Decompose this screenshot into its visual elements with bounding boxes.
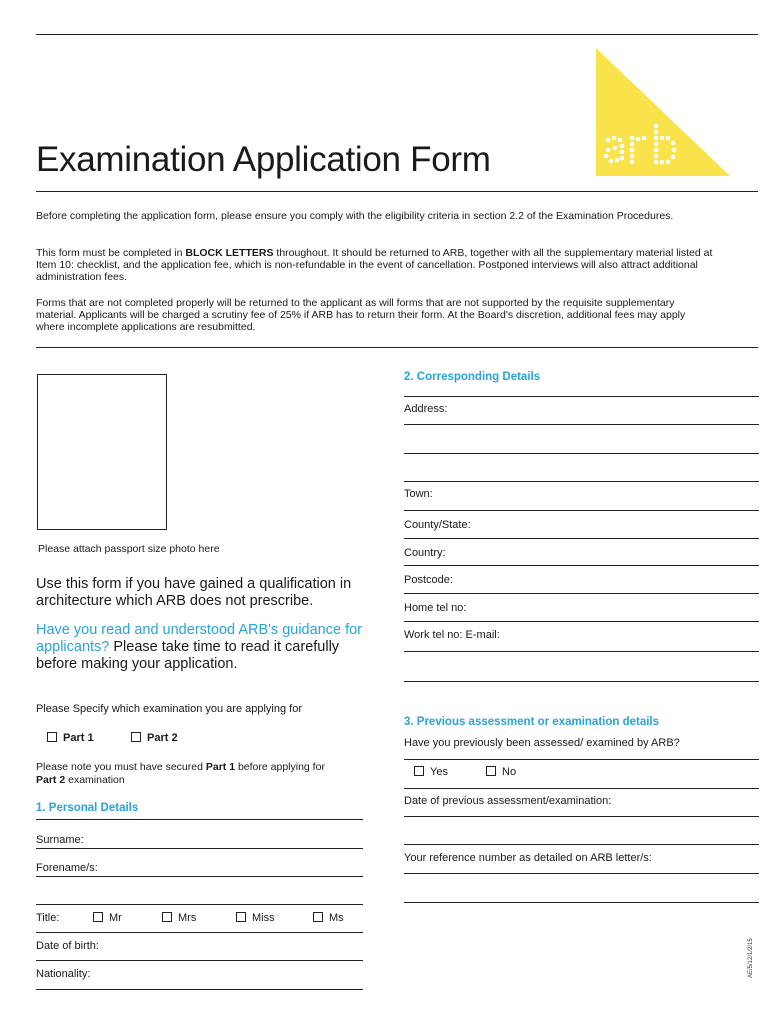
date-previous-label: Date of previous assessment/examination: — [404, 795, 612, 807]
part1-checkbox[interactable] — [47, 732, 57, 742]
title-field-rule — [36, 932, 363, 933]
title-mr-checkbox[interactable] — [93, 912, 103, 922]
title-rule — [36, 191, 758, 192]
intro-paragraph-1: Before completing the application form, please ensure you comply with the eligibility criteria in section 2.2 of the Examination Procedures. — [36, 210, 674, 222]
guidance-link[interactable]: Have you read and understood ARB's guidance for applicants? — [36, 622, 363, 655]
nationality-label: Nationality: — [36, 968, 91, 980]
title-miss-checkbox[interactable] — [236, 912, 246, 922]
guidance-instruction: Please take time to read it carefully before making your application. — [36, 639, 340, 672]
specify-exam-text: Please Specify which examination you are applying for — [36, 703, 302, 715]
title-option-mr[interactable] — [93, 912, 122, 924]
work-tel-label: Work tel no: E-mail: — [404, 629, 500, 641]
postcode-label: Postcode: — [404, 574, 453, 586]
arb-logo — [596, 48, 732, 176]
intro-paragraph-2 — [36, 247, 716, 283]
country-label: Country: — [404, 547, 446, 559]
address-field[interactable] — [404, 424, 759, 425]
forenames-field[interactable] — [36, 876, 363, 877]
intro-text: This form must be completed in — [36, 247, 186, 259]
work-tel-field[interactable] — [404, 651, 759, 652]
no-label: No — [502, 766, 517, 778]
title-label: Title: — [36, 912, 60, 924]
date-previous-field[interactable] — [404, 816, 759, 817]
country-field[interactable] — [404, 565, 759, 566]
title-option-ms[interactable] — [313, 912, 344, 924]
title-mrs-checkbox[interactable] — [162, 912, 172, 922]
date-previous-field-line2[interactable] — [404, 844, 759, 845]
assessed-rule — [404, 759, 759, 760]
section-personal-details: 1. Personal Details — [36, 802, 139, 814]
guidance-text — [36, 622, 366, 673]
note-text: before applying for — [235, 761, 325, 773]
part2-checkbox[interactable] — [131, 732, 141, 742]
note-text: examination — [65, 774, 125, 786]
no-option[interactable] — [486, 766, 516, 778]
county-field[interactable] — [404, 538, 759, 539]
reference-number-label: Your reference number as detailed on ARB letter/s: — [404, 852, 652, 864]
address-field-line3[interactable] — [404, 481, 759, 482]
county-label: County/State: — [404, 519, 471, 531]
part1-option[interactable] — [47, 732, 94, 744]
surname-field[interactable] — [36, 848, 363, 849]
yes-checkbox[interactable] — [414, 766, 424, 776]
yes-no-rule — [404, 788, 759, 789]
form-reference-code: AE/5/12/1/2/15 — [748, 938, 754, 978]
yes-option[interactable] — [414, 766, 448, 778]
dob-field[interactable] — [36, 960, 363, 961]
yes-label: Yes — [430, 766, 448, 778]
forenames-field-line2[interactable] — [36, 904, 363, 905]
town-field[interactable] — [404, 510, 759, 511]
address-field-line2[interactable] — [404, 453, 759, 454]
title-mr-label: Mr — [109, 912, 122, 924]
reference-number-field-line2[interactable] — [404, 902, 759, 903]
block-letters-text: BLOCK LETTERS — [185, 247, 274, 259]
town-label: Town: — [404, 488, 433, 500]
title-mrs-label: Mrs — [178, 912, 197, 924]
title-ms-label: Ms — [329, 912, 344, 924]
postcode-field[interactable] — [404, 593, 759, 594]
section-corresponding-details: 2. Corresponding Details — [404, 371, 541, 383]
home-tel-field[interactable] — [404, 621, 759, 622]
address-label: Address: — [404, 403, 448, 415]
title-option-miss[interactable] — [236, 912, 275, 924]
nationality-field[interactable] — [36, 989, 363, 990]
no-checkbox[interactable] — [486, 766, 496, 776]
intro-text: throughout. It should be returned to ARB, together with all the supplementary material listed at Item 10: checklist, and the application fee, which is non-refundable in the event of cancellation. Postponed interviews will also attract additional administration fees. — [36, 247, 713, 283]
photo-box[interactable] — [37, 374, 167, 530]
part1-label: Part 1 — [63, 732, 94, 744]
intro-paragraph-3: Forms that are not completed properly will be returned to the applicant as will forms that are not supported by the requisite supplementary material. Applicants will be charged a scrutiny fee of 25% if ARB has to return their form. At the Board's discretion, additional fees may apply where incomplete applications are resubmitted. — [36, 297, 686, 333]
dob-label: Date of birth: — [36, 940, 99, 952]
section-previous-assessment: 3. Previous assessment or examination details — [404, 716, 660, 728]
part2-label: Part 2 — [147, 732, 178, 744]
intro-rule — [36, 347, 758, 348]
home-tel-label: Home tel no: — [404, 602, 467, 614]
title-option-mrs[interactable] — [162, 912, 196, 924]
surname-label: Surname: — [36, 834, 84, 846]
top-rule — [36, 34, 758, 35]
note-part2: Part 2 — [36, 774, 66, 786]
forenames-label: Forename/s: — [36, 862, 98, 874]
assessed-question: Have you previously been assessed/ examined by ARB? — [404, 737, 680, 749]
section1-rule — [36, 819, 363, 820]
part2-option[interactable] — [131, 732, 178, 744]
photo-caption: Please attach passport size photo here — [38, 543, 220, 555]
title-ms-checkbox[interactable] — [313, 912, 323, 922]
section2-rule — [404, 396, 759, 397]
title-miss-label: Miss — [252, 912, 275, 924]
reference-number-field[interactable] — [404, 873, 759, 874]
page-title: Examination Application Form — [36, 140, 491, 179]
part-note — [36, 761, 336, 787]
email-field[interactable] — [404, 681, 759, 682]
note-part1: Part 1 — [205, 761, 236, 773]
use-form-text: Use this form if you have gained a qualification in architecture which ARB does not prescribe. — [36, 576, 352, 609]
note-text: Please note you must have secured — [36, 761, 206, 773]
